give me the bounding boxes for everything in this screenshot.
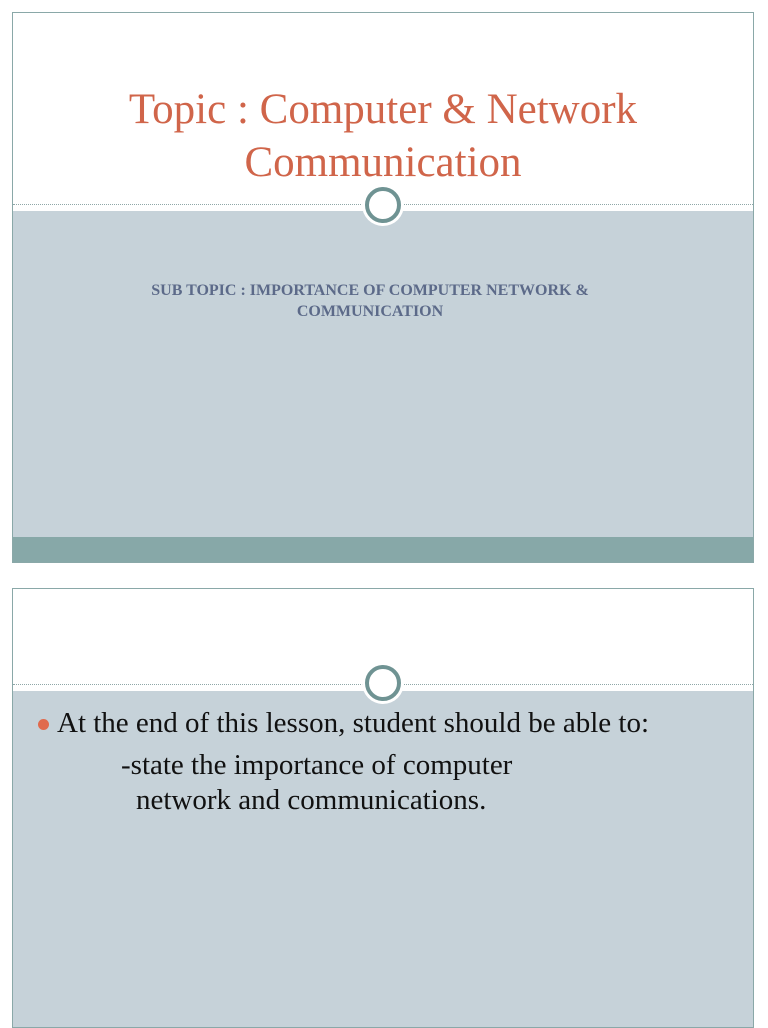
slide-title-line-2: Communication — [244, 139, 522, 186]
slide-body — [13, 691, 753, 1028]
objective-line-1: -state the importance of computer — [121, 749, 513, 781]
slide-subtitle-line-2: COMMUNICATION — [296, 303, 444, 320]
circle-ring-icon — [365, 665, 401, 701]
circle-ring-icon — [365, 187, 401, 223]
slide-subtitle-line-1: SUB TOPIC : IMPORTANCE OF COMPUTER NETWORK & — [151, 282, 589, 299]
footer-band — [13, 537, 753, 563]
bullet-text: At the end of this lesson, student should be able to: — [57, 707, 650, 739]
objective-line-2: network and communications. — [136, 784, 487, 816]
slide-title-line-1: Topic : Computer & Network — [128, 86, 638, 133]
slide-title — [13, 83, 753, 189]
bullet-item — [38, 706, 649, 740]
bullet-dot-icon — [38, 719, 49, 730]
slide-body — [13, 211, 753, 537]
slide-subtitle — [90, 280, 650, 322]
